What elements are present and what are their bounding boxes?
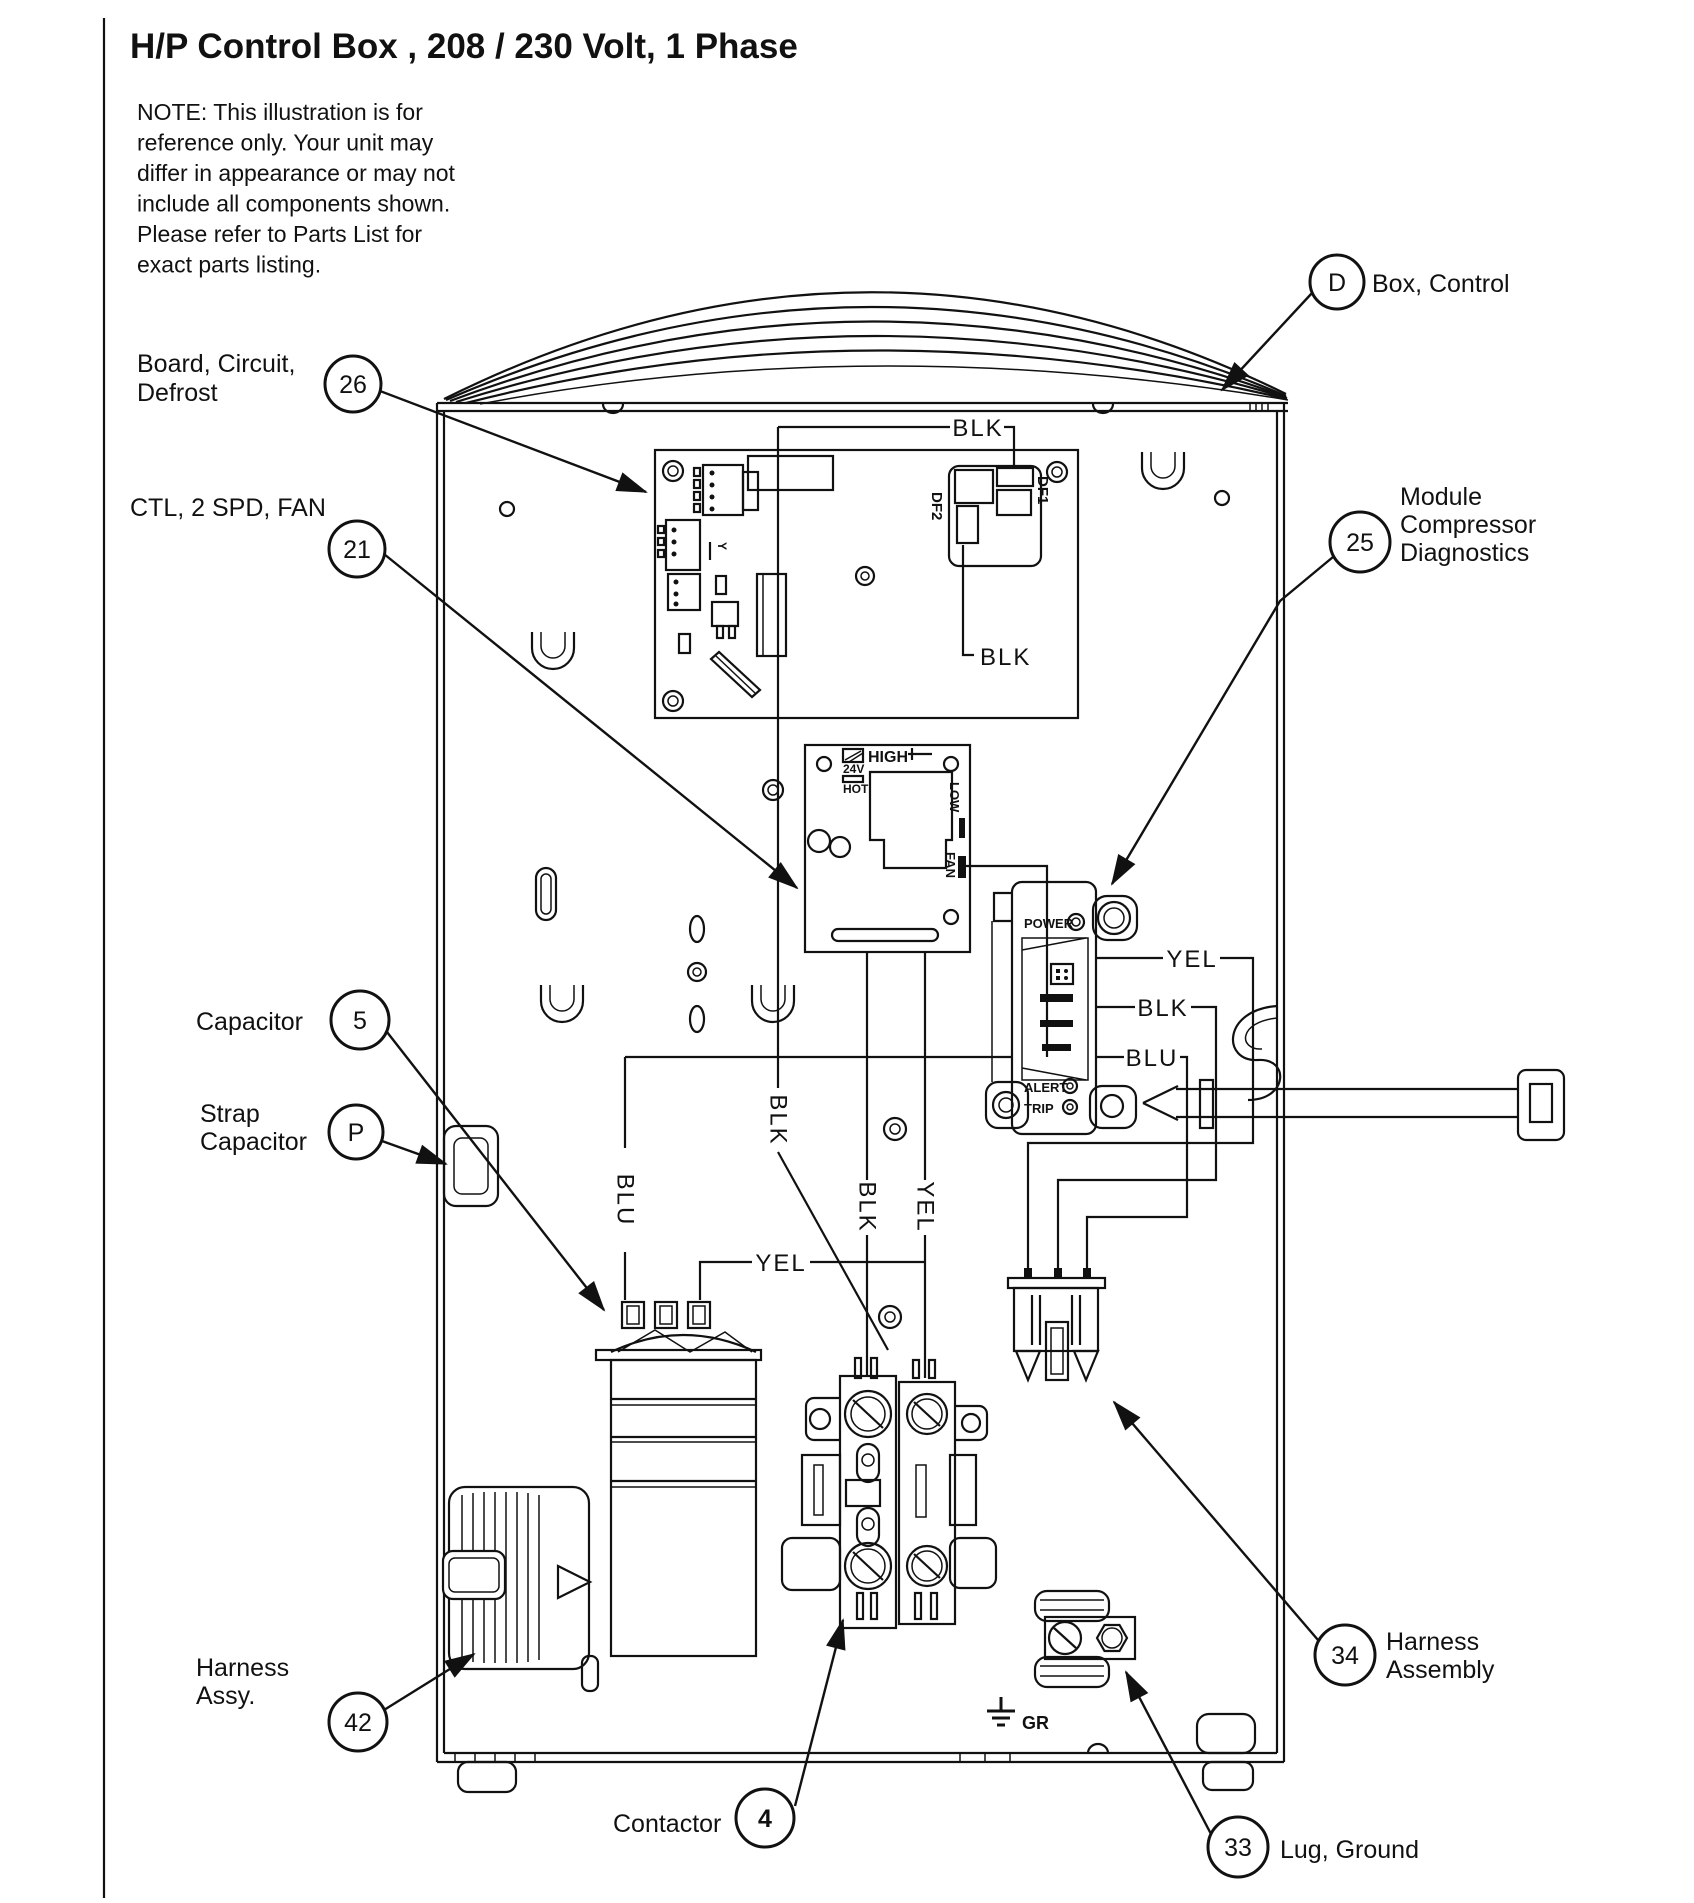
ground-lug [1035, 1591, 1135, 1687]
callout-label: Capacitor [200, 1128, 307, 1156]
harness-arrow [1143, 1070, 1564, 1140]
module-alert-label: ALERT [1024, 1080, 1068, 1095]
note-line: exact parts listing. [137, 251, 322, 278]
trip-led-icon [1063, 1100, 1077, 1114]
screw-icon [1098, 902, 1130, 934]
wire-label-blk: BLK [980, 644, 1032, 671]
callout-label: Box, Control [1372, 270, 1510, 298]
wire-label-yel: YEL [755, 1250, 807, 1277]
callout-label: Contactor [613, 1810, 722, 1838]
callout-number: D [1327, 269, 1347, 297]
box-foot [458, 1762, 516, 1792]
callout-D-box-control [1222, 255, 1510, 390]
df1-label: DF1 [1034, 476, 1051, 505]
wire-label-blu: BLU [611, 1173, 639, 1227]
capacitor-foot [582, 1656, 598, 1691]
wire-label-yel: YEL [1166, 946, 1218, 973]
note-line: reference only. Your unit may [137, 129, 434, 156]
harness-connector [1008, 1268, 1105, 1380]
fan-board-high: HIGH [868, 749, 908, 766]
callout-label: Defrost [137, 379, 218, 407]
ground-symbol [987, 1697, 1049, 1733]
wire-label-blk: BLK [853, 1181, 881, 1233]
box-tab [1197, 1714, 1255, 1753]
callout-42-harness-assy [196, 1654, 474, 1751]
title-block [130, 27, 798, 278]
capacitor-terminals [622, 1302, 710, 1328]
fan-board-24v: 24V [843, 762, 865, 776]
callout-number: 34 [1331, 1642, 1359, 1670]
wire-label-blk: BLK [1137, 995, 1189, 1022]
note-line: differ in appearance or may not [137, 160, 455, 186]
capacitor [582, 1302, 761, 1691]
callout-number: 25 [1346, 529, 1374, 557]
callout-label: Module [1400, 483, 1482, 511]
wire-blk-top [778, 415, 1014, 466]
df2-label: DF2 [928, 492, 945, 521]
wire-label-blk: BLK [952, 415, 1004, 442]
callout-number: 26 [339, 371, 367, 399]
callout-34-harness-assembly [1114, 1402, 1495, 1685]
fan-board-hot: HOT [843, 782, 869, 796]
note-line: Please refer to Parts List for [137, 221, 423, 247]
harness-coil [443, 1487, 590, 1669]
contactor [782, 1358, 996, 1628]
callout-label: CTL, 2 SPD, FAN [130, 494, 326, 522]
box-foot [1203, 1762, 1253, 1790]
ground-label: GR [1022, 1713, 1049, 1733]
page-title: H/P Control Box , 208 / 230 Volt, 1 Phase [130, 27, 798, 66]
pcb-connectors [658, 456, 833, 697]
module-trip-label: TRIP [1024, 1101, 1054, 1116]
callout-label: Assy. [196, 1682, 256, 1710]
callout-number: 4 [758, 1805, 772, 1833]
callout-label: Capacitor [196, 1008, 303, 1036]
callout-label: Harness [1386, 1628, 1480, 1656]
defrost-circuit-board [655, 450, 1078, 718]
callout-21-fan-control [130, 494, 797, 888]
callout-number: P [347, 1119, 365, 1147]
callout-25-compressor-module [1112, 483, 1536, 884]
callout-number: 21 [343, 536, 371, 564]
callout-label: Diagnostics [1400, 539, 1530, 567]
wire-label-blu: BLU [1125, 1045, 1179, 1072]
coil-pointer [558, 1566, 590, 1598]
callout-4-contactor [613, 1620, 843, 1847]
callout-33-lug-ground [1126, 1672, 1419, 1877]
callout-label: Board, Circuit, [137, 350, 296, 378]
screw-icon [993, 1092, 1019, 1118]
fan-board-fan: FAN [943, 852, 958, 878]
fan-control-board [805, 745, 970, 952]
callout-label: Assembly [1386, 1656, 1495, 1684]
wire-label-yel: YEL [911, 1181, 939, 1233]
module-power-label: POWER [1024, 916, 1074, 931]
callout-number: 5 [353, 1007, 367, 1035]
wire-label-blk: BLK [764, 1094, 792, 1146]
callout-P-strap-capacitor [200, 1100, 446, 1164]
wire-fan-terminal [966, 866, 1047, 1057]
mount-hole [1101, 1095, 1123, 1117]
callout-label: Harness [196, 1654, 290, 1682]
callout-number: 33 [1224, 1834, 1252, 1862]
callout-label: Strap [200, 1100, 260, 1128]
note-line: NOTE: This illustration is for [137, 99, 423, 125]
callout-label: Lug, Ground [1280, 1836, 1419, 1864]
harness-plug [1518, 1070, 1564, 1140]
callout-number: 42 [344, 1709, 372, 1737]
y-terminal-label: Y [715, 542, 729, 551]
screw-icon [663, 461, 1067, 711]
box-lid [437, 292, 1288, 413]
note-line: include all components shown. [137, 190, 451, 217]
callout-label: Compressor [1400, 511, 1537, 539]
wire-blk-df2 [963, 545, 1031, 671]
fan-board-low: LOW [947, 782, 962, 813]
